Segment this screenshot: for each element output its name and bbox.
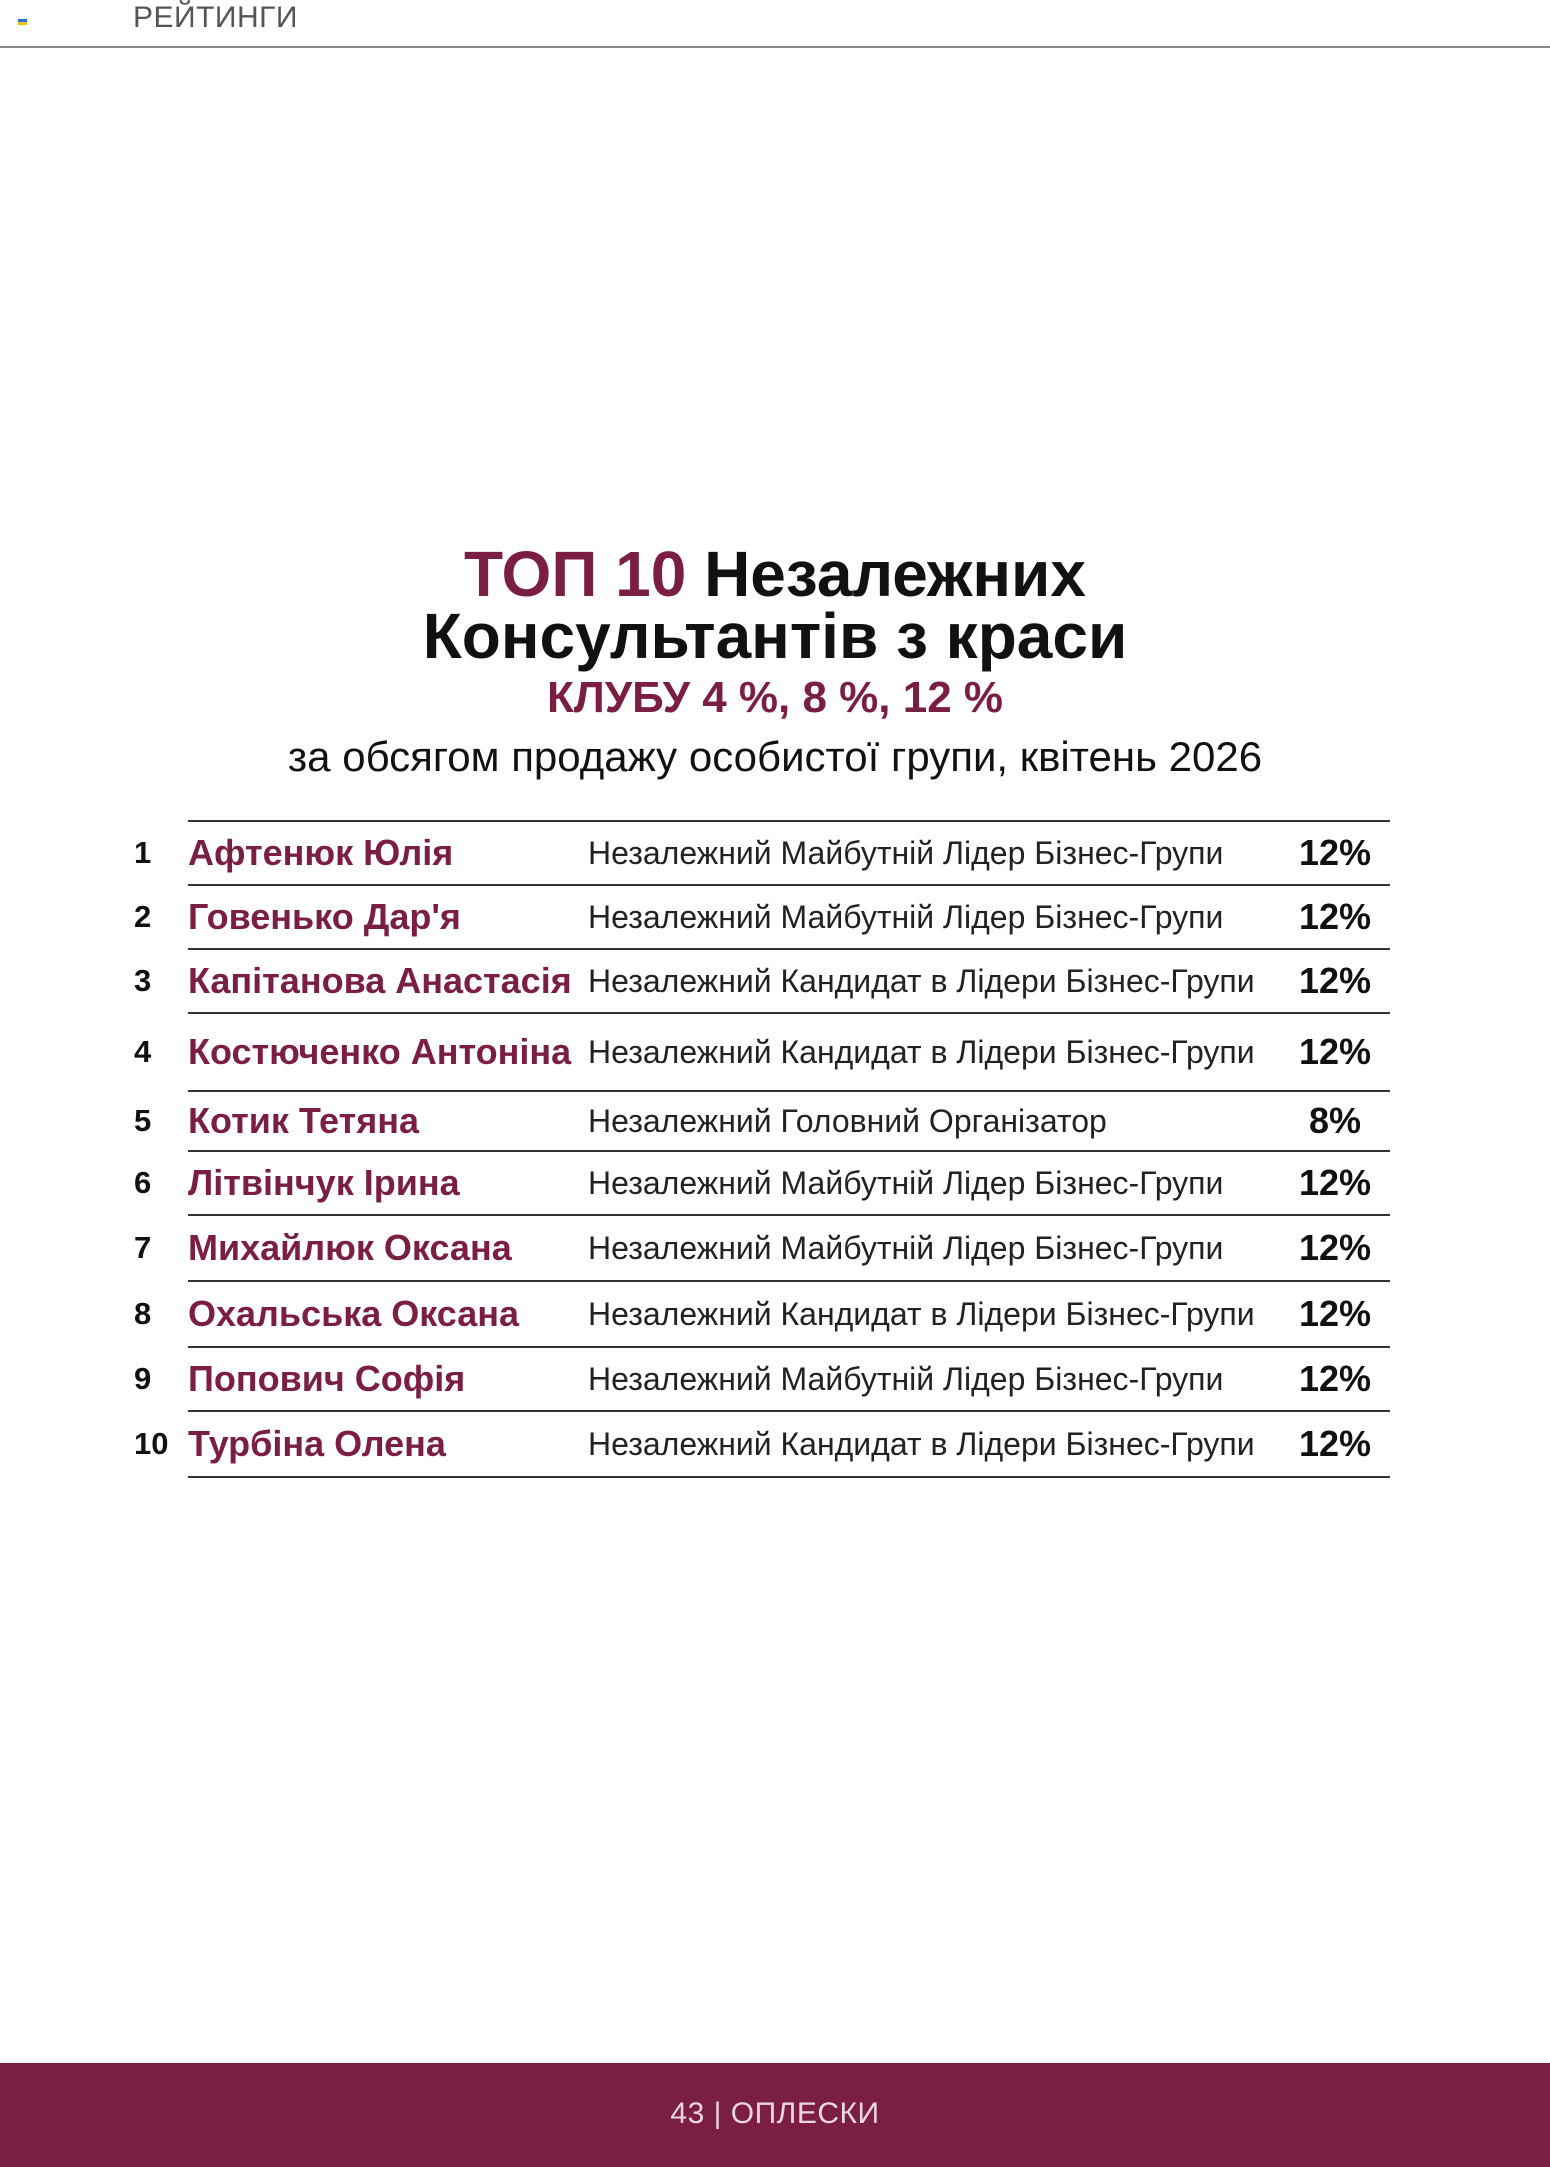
club-percent: 12% [1298, 1162, 1372, 1203]
ranking-row [134, 950, 1390, 1014]
club-percent: 12% [1298, 1227, 1372, 1268]
ranking-table [120, 820, 1390, 1478]
rank-number: 10 [134, 1426, 169, 1461]
consultant-name: Капітанова Анастасія [188, 960, 572, 1001]
ranking-row [134, 1216, 1390, 1282]
ranking-row [134, 886, 1390, 950]
page-header [0, 0, 1550, 48]
consultant-status: Незалежний Майбутній Лідер Бізнес-Групи [588, 1360, 1224, 1397]
title-block [0, 538, 1550, 785]
ranking-row [134, 1412, 1390, 1478]
flag-icon [18, 19, 27, 25]
consultant-name: Турбіна Олена [188, 1423, 446, 1464]
club-percent: 12% [1298, 832, 1372, 873]
consultant-name: Попович Софія [188, 1358, 466, 1399]
ranking-row [134, 1348, 1390, 1412]
rank-number: 9 [134, 1361, 152, 1396]
page-number: 43 | ОПЛЕСКИ [670, 2097, 880, 2130]
consultant-status: Незалежний Кандидат в Лідери Бізнес-Групи [588, 1295, 1255, 1332]
title-accent: ТОП 10 [464, 538, 687, 610]
rank-number: 4 [134, 1034, 152, 1069]
consultant-status: Незалежний Кандидат в Лідери Бізнес-Групи [588, 962, 1255, 999]
period-subtitle: за обсягом продажу особистої групи, квітень 2026 [287, 733, 1263, 780]
ranking-row [134, 1282, 1390, 1348]
rank-number: 7 [134, 1230, 152, 1265]
rank-number: 1 [134, 835, 152, 870]
consultant-name: Літвінчук Ірина [188, 1162, 460, 1203]
consultant-name: Охальська Оксана [188, 1293, 520, 1334]
ranking-row [134, 820, 1390, 886]
title-line-2: Консультантів з краси [422, 600, 1128, 672]
rank-number: 5 [134, 1103, 152, 1138]
ranking-row [134, 1092, 1390, 1152]
club-percent: 12% [1298, 1031, 1372, 1072]
consultant-name: Говенько Дар'я [188, 896, 461, 937]
club-percent: 12% [1298, 1293, 1372, 1334]
rank-number: 3 [134, 963, 152, 998]
ranking-row [134, 1014, 1390, 1092]
consultant-status: Незалежний Майбутній Лідер Бізнес-Групи [588, 898, 1224, 935]
club-percent: 12% [1298, 1358, 1372, 1399]
consultant-name: Михайлюк Оксана [188, 1227, 512, 1268]
consultant-status: Незалежний Майбутній Лідер Бізнес-Групи [588, 834, 1224, 871]
title-line-1-rest: Незалежних [704, 538, 1086, 610]
rank-number: 2 [134, 899, 152, 934]
consultant-name: Котик Тетяна [188, 1100, 419, 1141]
club-percent: 8% [1308, 1100, 1362, 1141]
page-footer [0, 2063, 1550, 2167]
consultant-name: Костюченко Антоніна [188, 1031, 572, 1072]
consultant-name: Афтенюк Юлія [188, 832, 454, 873]
rank-number: 6 [134, 1165, 152, 1200]
club-percent: 12% [1298, 960, 1372, 1001]
ranking-row [134, 1152, 1390, 1216]
club-percent: 12% [1298, 1423, 1372, 1464]
club-subtitle: КЛУБУ 4 %, 8 %, 12 % [546, 673, 1004, 722]
club-percent: 12% [1298, 896, 1372, 937]
title-line-1 [0, 538, 1550, 610]
consultant-status: Незалежний Майбутній Лідер Бізнес-Групи [588, 1164, 1224, 1201]
rank-number: 8 [134, 1296, 152, 1331]
consultant-status: Незалежний Кандидат в Лідери Бізнес-Групи [588, 1425, 1255, 1462]
consultant-status: Незалежний Кандидат в Лідери Бізнес-Групи [588, 1033, 1255, 1070]
section-title: РЕЙТИНГИ [133, 1, 298, 34]
consultant-status: Незалежний Майбутній Лідер Бізнес-Групи [588, 1229, 1224, 1266]
consultant-status: Незалежний Головний Організатор [588, 1102, 1107, 1139]
